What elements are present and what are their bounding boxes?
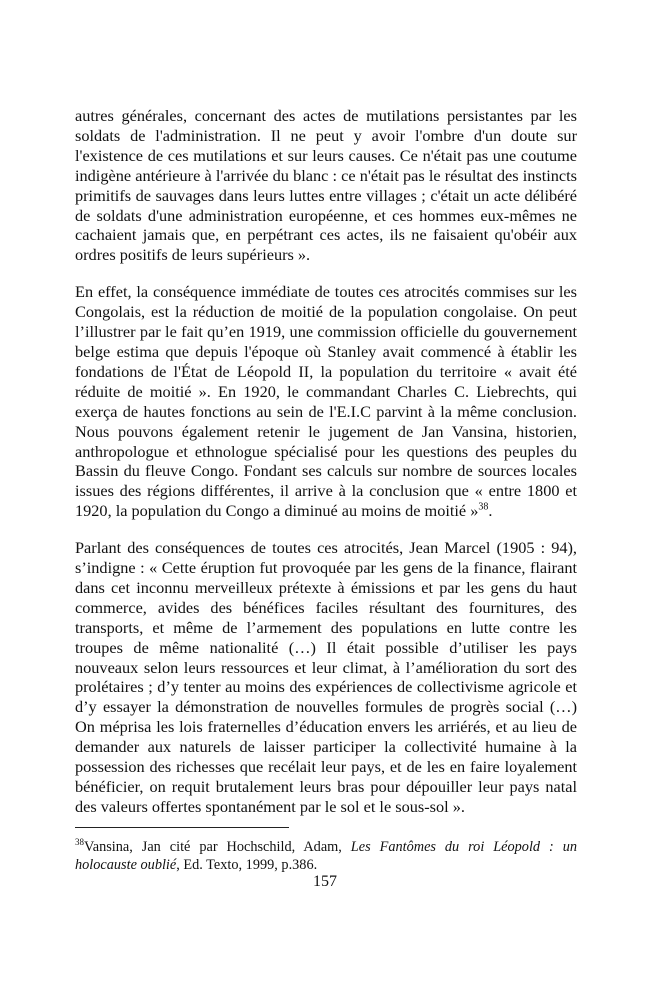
footnote-text-after: , Ed. Texto, 1999, p.386.: [176, 857, 318, 873]
footnote-separator: [75, 827, 289, 828]
paragraph-3: Parlant des conséquences de toutes ces atrocités, Jean Marcel (1905 : 94), s’indigne : « Cette éruption fut provoquée par les gens de la finance, flairant dans cet inconnu merveilleux prétexte à émissions et par les gens du haut commerce, avides des bénéfices faciles résultant des fournitures, des transports, et même de l’armement des populations en lutte contre les troupes de même nationalité (…) Il était possible d’utiliser les pays nouveaux selon leurs ressources et leur climat, à l’amélioration du sort des prolétaires ; d’y tenter au moins des expériences de collectivisme agricole et d’y essayer la démonstration de nouvelles formules de progrès social (…) On méprisa les lois fraternelles d’éducation envers les arriérés, et au lieu de demander aux naturels de laisser participer la collectivité humaine à la possession des richesses que recélait leur pays, et de les en faire loyalement bénéficier, on requit brutalement leurs bras pour dépouiller leur pays natal des valeurs offertes spontanément par le sol et le sous-sol ».: [75, 538, 577, 816]
footnote-38: [75, 838, 577, 874]
paragraph-1: autres générales, concernant des actes de mutilations persistantes par les soldats de l'administration. Il ne peut y avoir l'ombre d'un doute sur l'existence de ces mutilations et sur leurs causes. Ce n'était pas une coutume indigène antérieure à l'arrivée du blanc : ce n'était pas le résultat des instincts primitifs de sauvages dans leurs luttes entre villages ; c'était un acte délibéré de soldats d'une administration européenne, et ces hommes eux-mêmes ne cachaient jamais que, en perpétrant ces actes, ils ne faisaient qu'obéir aux ordres positifs de leurs supérieurs ».: [75, 106, 577, 265]
footnote-reference-38[interactable]: 38: [478, 501, 489, 513]
footnote-number: 38: [75, 837, 84, 848]
footnote-book-title: Les Fantômes du roi Léopold : un holocauste oublié: [75, 839, 577, 873]
footnote-text-before: Vansina, Jan cité par Hochschild, Adam,: [84, 839, 351, 855]
paragraph-2-text: En effet, la conséquence immédiate de toutes ces atrocités commises sur les Congolais, est la réduction de moitié de la population congolaise. On peut l’illustrer par le fait qu’en 1919, une commission officielle du gouvernement belge estima que depuis l'époque où Stanley avait commencé à établir les fondations de l'État de Léopold II, la population du territoire « avait été réduite de moitié ». En 1920, le commandant Charles C. Liebrechts, qui exerça de hautes fonctions au sein de l'E.I.C parvint à la même conclusion. Nous pouvons également retenir le jugement de Jan Vansina, historien, anthropologue et ethnologue spécialisé pour les questions des peuples du Bassin du fleuve Congo. Fondant ses calculs sur nombre de sources locales issues des régions différentes, il arrive à la conclusion que « entre 1800 et 1920, la population du Congo a diminué au moins de moitié »: [75, 282, 577, 521]
page-body: [75, 106, 577, 817]
paragraph-2: [75, 282, 577, 521]
paragraph-2-end: .: [488, 501, 493, 521]
page-number: 157: [313, 873, 337, 890]
